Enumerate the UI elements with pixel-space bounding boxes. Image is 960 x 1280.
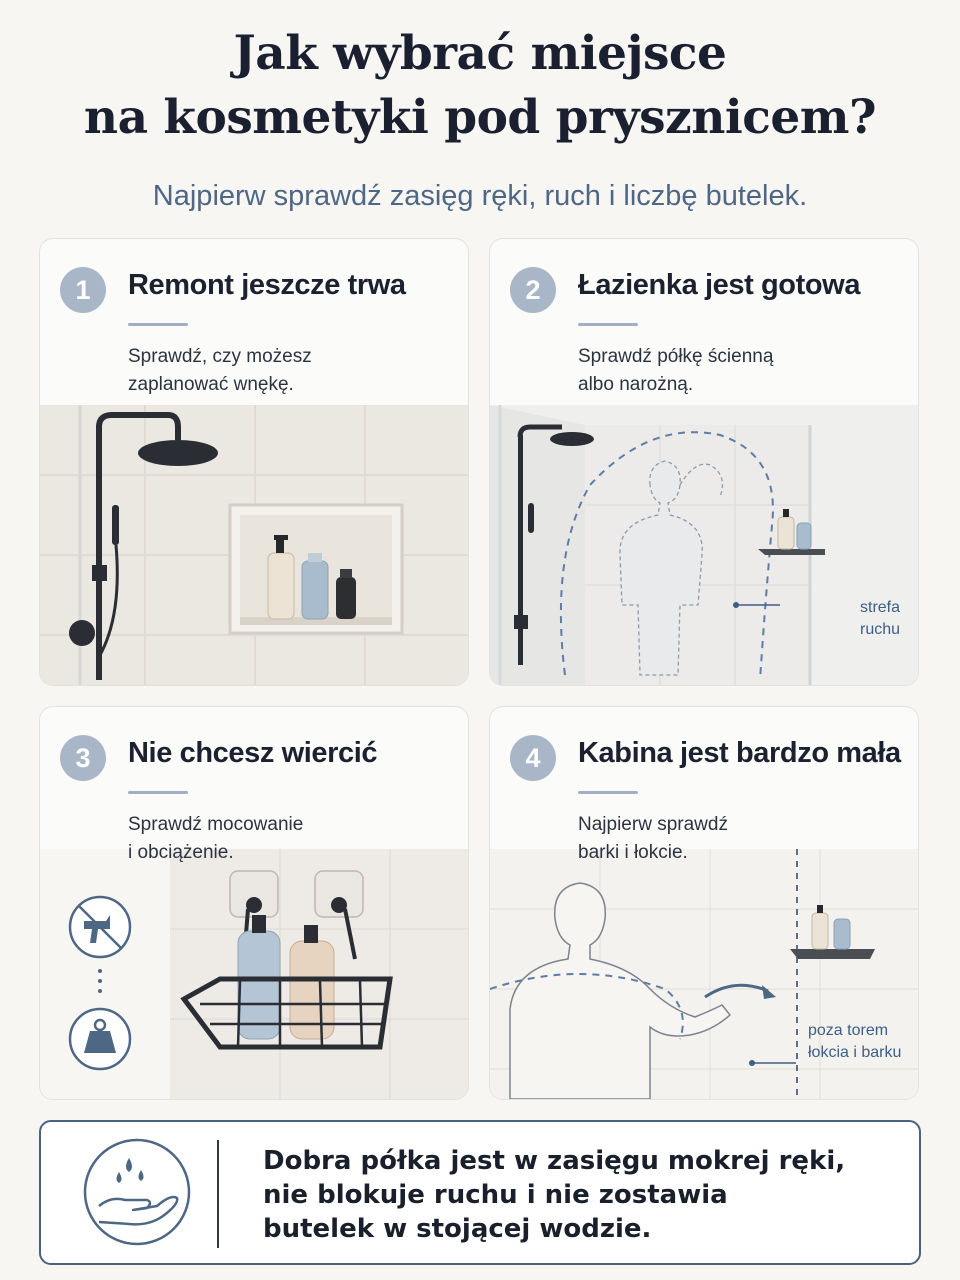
title-underline [128, 323, 188, 326]
card-description [128, 343, 312, 399]
step-number: 1 [60, 267, 106, 313]
no-drill-icon [70, 897, 130, 957]
movement-zone-label [860, 597, 900, 641]
card-title: Nie chcesz wiercić [128, 737, 378, 769]
desc-line-2: barki i łokcie. [578, 842, 688, 863]
title-underline [128, 791, 188, 794]
card-description [578, 343, 773, 399]
annotation-line-1: poza torem [808, 1022, 889, 1039]
desc-line-1: Najpierw sprawdź [578, 814, 728, 835]
desc-line-2: albo narożną. [578, 374, 694, 395]
card-bathroom-ready [489, 238, 919, 686]
clearance-label [808, 1020, 901, 1064]
card-small-cabin [489, 706, 919, 1100]
step-number: 2 [510, 267, 556, 313]
card-title: Kabina jest bardzo mała [578, 737, 901, 769]
annotation-line-2: ruchu [860, 621, 901, 638]
wet-hand-icon [81, 1136, 193, 1248]
title-line-1: Jak wybrać miejsce [233, 26, 727, 81]
movement-zone-scene [490, 405, 919, 685]
annotation-line-2: łokcia i barku [808, 1044, 902, 1061]
card-description [128, 811, 303, 867]
title-underline [578, 791, 638, 794]
desc-line-1: Sprawdź, czy możesz [128, 346, 312, 367]
title-underline [578, 323, 638, 326]
desc-line-2: i obciążenie. [128, 842, 234, 863]
desc-line-2: zaplanować wnękę. [128, 374, 294, 395]
card-title: Remont jeszcze trwa [128, 269, 406, 301]
summary-line-3: butelek w stojącej wodzie. [263, 1214, 652, 1244]
summary-divider [217, 1140, 219, 1248]
desc-line-1: Sprawdź mocowanie [128, 814, 304, 835]
weight-icon [70, 1009, 130, 1069]
caddy-scene [40, 849, 469, 1099]
card-renovation [39, 238, 469, 686]
annotation-line-1: strefa [860, 599, 901, 616]
summary-text [263, 1144, 845, 1246]
niche-scene [40, 405, 469, 685]
step-number: 3 [60, 735, 106, 781]
summary-line-1: Dobra półka jest w zasięgu mokrej ręki, [263, 1146, 846, 1176]
page-title [0, 22, 960, 150]
summary-line-2: nie blokuje ruchu i nie zostawia [263, 1180, 728, 1210]
card-title: Łazienka jest gotowa [578, 269, 861, 301]
card-no-drilling [39, 706, 469, 1100]
desc-line-1: Sprawdź półkę ścienną [578, 346, 774, 367]
card-description [578, 811, 728, 867]
title-line-2: na kosmetyki pod prysznicem? [83, 90, 877, 145]
step-number: 4 [510, 735, 556, 781]
page-subtitle: Najpierw sprawdź zasięg ręki, ruch i liczbę butelek. [152, 180, 808, 212]
summary-box [39, 1120, 921, 1265]
